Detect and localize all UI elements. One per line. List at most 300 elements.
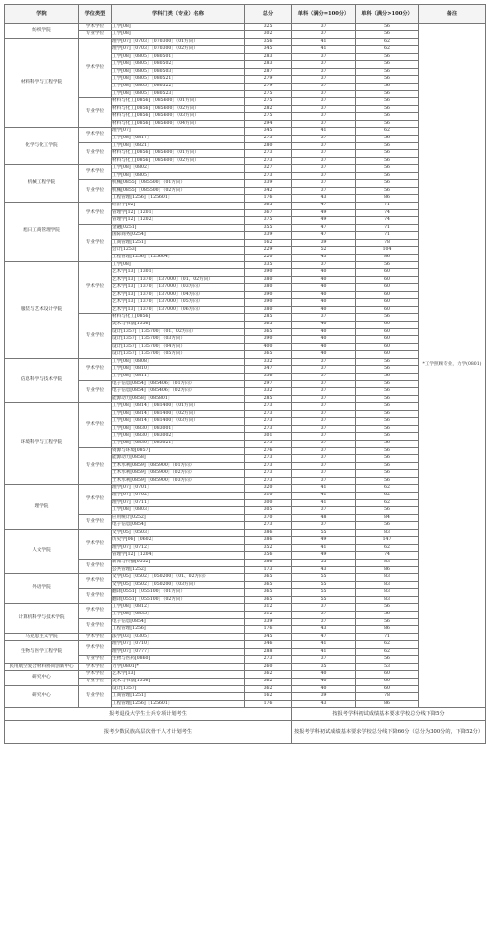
table-row xyxy=(5,529,486,536)
single-subject-score-large: 56 xyxy=(356,388,419,395)
single-subject-score: 55 xyxy=(292,581,356,588)
single-subject-score-large: 83 xyxy=(356,581,419,588)
single-subject-score: 39 xyxy=(292,239,356,246)
single-subject-score: 40 xyxy=(292,671,356,678)
total-score: 386 xyxy=(245,529,292,536)
subject-name: 美术与书法[1356] xyxy=(112,678,245,685)
school-name: 生物与医学工程学院 xyxy=(5,641,79,663)
total-score: 279 xyxy=(245,76,292,83)
subject-name: 材料与化工[0856]［085600］（04方向） xyxy=(112,120,245,127)
total-score: 390 xyxy=(245,269,292,276)
single-subject-score-large: 56 xyxy=(356,470,419,477)
degree-type: 学术学位 xyxy=(79,202,112,224)
table-row xyxy=(5,128,486,135)
total-score: 356 xyxy=(245,38,292,45)
subject-name: 工程管理[1256]［125601］ xyxy=(112,195,245,202)
subject-name: 工学[08]［0805］ xyxy=(112,172,245,179)
single-subject-score-large: 56 xyxy=(356,373,419,380)
subject-name: 能源动力[0858] xyxy=(112,455,245,462)
header-subject: 学科门类（专业）名称 xyxy=(112,5,245,24)
total-score: 362 xyxy=(245,685,292,692)
degree-type: 学术学位 xyxy=(79,671,112,678)
single-subject-score: 43 xyxy=(292,254,356,261)
school-name: 研究中心 xyxy=(5,685,79,707)
degree-type: 学术学位 xyxy=(79,262,112,314)
single-subject-score-large: 62 xyxy=(356,648,419,655)
subject-name: 工学[08] xyxy=(112,31,245,38)
single-subject-score-large: 60 xyxy=(356,269,419,276)
subject-name: 土木水利[0859]［085900］（01方向） xyxy=(112,462,245,469)
total-score: 273 xyxy=(245,440,292,447)
single-subject-score-large: 56 xyxy=(356,418,419,425)
single-subject-score: 37 xyxy=(292,611,356,618)
single-subject-score-large: 60 xyxy=(356,284,419,291)
single-subject-score: 41 xyxy=(292,485,356,492)
single-subject-score: 40 xyxy=(292,276,356,283)
total-score: 294 xyxy=(245,120,292,127)
single-subject-score: 37 xyxy=(292,462,356,469)
single-subject-score: 41 xyxy=(292,641,356,648)
table-row xyxy=(5,663,486,670)
subject-name: 力学[0801]* xyxy=(112,663,245,670)
subject-name: 工学[08]［0830］［083002］ xyxy=(112,433,245,440)
single-subject-score-large: 56 xyxy=(356,172,419,179)
table-row xyxy=(5,38,486,45)
single-subject-score-large: 56 xyxy=(356,262,419,269)
single-subject-score: 37 xyxy=(292,507,356,514)
single-subject-score-large: 56 xyxy=(356,656,419,663)
total-score: 365 xyxy=(245,596,292,603)
single-subject-score-large: 71 xyxy=(356,232,419,239)
single-subject-score-large: 62 xyxy=(356,485,419,492)
single-subject-score: 37 xyxy=(292,76,356,83)
single-subject-score: 49 xyxy=(292,552,356,559)
degree-type: 学术学位 xyxy=(79,485,112,515)
single-subject-score-large: 62 xyxy=(356,500,419,507)
subject-name: 材料与化工[0856]［085600］（03方向） xyxy=(112,113,245,120)
single-subject-score-large: 83 xyxy=(356,596,419,603)
table-row xyxy=(5,165,486,172)
single-subject-score: 37 xyxy=(292,388,356,395)
degree-type: 专业学位 xyxy=(79,143,112,165)
total-score: 305 xyxy=(245,507,292,514)
subject-name: 理学[07]［0777］ xyxy=(112,648,245,655)
single-subject-score: 41 xyxy=(292,544,356,551)
single-subject-score: 37 xyxy=(292,143,356,150)
degree-type: 专业学位 xyxy=(79,314,112,359)
subject-name: 工学[08]［0805］［080523］ xyxy=(112,90,245,97)
subject-name: 理学[07]［0711］ xyxy=(112,500,245,507)
single-subject-score: 37 xyxy=(292,447,356,454)
total-score: 273 xyxy=(245,470,292,477)
single-subject-score: 49 xyxy=(292,217,356,224)
school-name: 信息科学与技术学院 xyxy=(5,358,79,403)
single-subject-score: 37 xyxy=(292,366,356,373)
subject-name: 材料与化工[0856]［085600］（02方向） xyxy=(112,105,245,112)
single-subject-score-large: 56 xyxy=(356,150,419,157)
table-row xyxy=(5,604,486,611)
subject-name: 艺术学[13]［1370］［137000］（04方向） xyxy=(112,291,245,298)
header-remarks: 备注 xyxy=(419,5,486,24)
single-subject-score-large: 56 xyxy=(356,462,419,469)
single-subject-score: 49 xyxy=(292,209,356,216)
subject-name: 美术与书法[1356] xyxy=(112,321,245,328)
subject-name: 工学[08]［0811］ xyxy=(112,373,245,380)
single-subject-score-large: 56 xyxy=(356,105,419,112)
single-subject-score-large: 56 xyxy=(356,507,419,514)
single-subject-score: 47 xyxy=(292,633,356,640)
single-subject-score: 40 xyxy=(292,343,356,350)
single-subject-score: 48 xyxy=(292,514,356,521)
school-name: 材料科学与工程学院 xyxy=(5,38,79,127)
total-score: 229 xyxy=(245,247,292,254)
total-score: 273 xyxy=(245,455,292,462)
total-score: 273 xyxy=(245,425,292,432)
single-subject-score-large: 56 xyxy=(356,381,419,388)
table-row xyxy=(5,262,486,269)
single-subject-score-large: 56 xyxy=(356,425,419,432)
header-school: 学院 xyxy=(5,5,79,24)
single-subject-score-large: 53 xyxy=(356,663,419,670)
total-score: 347 xyxy=(245,366,292,373)
single-subject-score-large: 56 xyxy=(356,477,419,484)
single-subject-score-large: 78 xyxy=(356,693,419,700)
single-subject-score-large: 56 xyxy=(356,395,419,402)
subject-name: 机械[0855]［085500］（02方向） xyxy=(112,187,245,194)
single-subject-score: 37 xyxy=(292,150,356,157)
single-subject-score-large: 71 xyxy=(356,224,419,231)
total-score: 285 xyxy=(245,395,292,402)
single-subject-score: 37 xyxy=(292,68,356,75)
total-score: 162 xyxy=(245,239,292,246)
single-subject-score: 40 xyxy=(292,269,356,276)
single-subject-score: 55 xyxy=(292,529,356,536)
single-subject-score-large: 56 xyxy=(356,90,419,97)
footer-row xyxy=(5,708,486,721)
single-subject-score: 37 xyxy=(292,120,356,127)
total-score: 365 xyxy=(245,321,292,328)
single-subject-score-large: 56 xyxy=(356,619,419,626)
total-score: 345 xyxy=(245,128,292,135)
subject-name: 资源与环境[0857] xyxy=(112,447,245,454)
degree-type: 学术学位 xyxy=(79,358,112,380)
degree-type: 学术学位 xyxy=(79,165,112,180)
subject-name: 工学[08]［0830］［083001］ xyxy=(112,425,245,432)
subject-name: 翻译[0551]［055100］（02方向） xyxy=(112,596,245,603)
single-subject-score: 43 xyxy=(292,700,356,707)
single-subject-score: 37 xyxy=(292,61,356,68)
total-score: 173 xyxy=(245,566,292,573)
single-subject-score: 43 xyxy=(292,566,356,573)
single-subject-score-large: 60 xyxy=(356,306,419,313)
single-subject-score-large: 62 xyxy=(356,544,419,551)
single-subject-score-large: 60 xyxy=(356,671,419,678)
subject-name: 艺术学[13]［1370］［137000］（01、02方向） xyxy=(112,276,245,283)
total-score: 339 xyxy=(245,180,292,187)
subject-name: 国际商务[0254] xyxy=(112,232,245,239)
degree-type: 专业学位 xyxy=(79,224,112,261)
single-subject-score: 55 xyxy=(292,574,356,581)
total-score: 162 xyxy=(245,693,292,700)
single-subject-score-large: 60 xyxy=(356,321,419,328)
subject-name: 艺术学[13]［1370］［137000］（03方向） xyxy=(112,284,245,291)
subject-name: 工学[08]［0814］［081400］（02方向） xyxy=(112,410,245,417)
subject-name: 电子信息[0854]［085406］（02方向） xyxy=(112,388,245,395)
school-name: 外语学院 xyxy=(5,574,79,604)
subject-name: 艺术学[13]［1370］［137000］（05方向） xyxy=(112,299,245,306)
subject-name: 历史学[06]［0602］ xyxy=(112,537,245,544)
degree-type: 学术学位 xyxy=(79,633,112,640)
subject-name: 工学[08]［0805］［080501］ xyxy=(112,53,245,60)
table-body xyxy=(5,24,486,744)
single-subject-score-large: 60 xyxy=(356,685,419,692)
single-subject-score-large: 56 xyxy=(356,447,419,454)
total-score: 390 xyxy=(245,291,292,298)
subject-name: 理学[07]［0702］ xyxy=(112,492,245,499)
single-subject-score: 37 xyxy=(292,619,356,626)
single-subject-score-large: 84 xyxy=(356,514,419,521)
single-subject-score: 43 xyxy=(292,626,356,633)
degree-type: 专业学位 xyxy=(79,656,112,663)
degree-type: 专业学位 xyxy=(79,589,112,604)
table-row xyxy=(5,641,486,648)
total-score: 332 xyxy=(245,388,292,395)
total-score: 297 xyxy=(245,381,292,388)
total-score: 176 xyxy=(245,195,292,202)
degree-type: 专业学位 xyxy=(79,447,112,484)
subject-name: 翻译[0551]［055100］（01方向） xyxy=(112,589,245,596)
total-score: 345 xyxy=(245,633,292,640)
school-name: 马克思主义学院 xyxy=(5,633,79,640)
single-subject-score-large: 56 xyxy=(356,180,419,187)
subject-name: 管理学[12]［1201］ xyxy=(112,209,245,216)
degree-type: 学术学位 xyxy=(79,38,112,98)
header-single-over100: 单科（满分>100分） xyxy=(356,5,419,24)
table-row xyxy=(5,671,486,678)
subject-name: 土木水利[0859]［085900］（02方向） xyxy=(112,470,245,477)
total-score: 310 xyxy=(245,492,292,499)
single-subject-score: 37 xyxy=(292,433,356,440)
single-subject-score-large: 60 xyxy=(356,328,419,335)
total-score: 273 xyxy=(245,150,292,157)
single-subject-score: 40 xyxy=(292,321,356,328)
total-score: 282 xyxy=(245,105,292,112)
single-subject-score-large: 74 xyxy=(356,217,419,224)
single-subject-score-large: 56 xyxy=(356,68,419,75)
subject-name: 理学[07]［0701］ xyxy=(112,485,245,492)
subject-name: 理学[07]［0703］［070300］（02方向） xyxy=(112,46,245,53)
header-single-100: 单科（满分=100分） xyxy=(292,5,356,24)
single-subject-score: 37 xyxy=(292,656,356,663)
single-subject-score-large: 62 xyxy=(356,128,419,135)
total-score: 273 xyxy=(245,477,292,484)
degree-type: 学术学位 xyxy=(79,128,112,143)
subject-name: 设计[1357]［135700］（01、02方向） xyxy=(112,328,245,335)
single-subject-score-large: 56 xyxy=(356,410,419,417)
single-subject-score-large: 56 xyxy=(356,113,419,120)
single-subject-score: 37 xyxy=(292,83,356,90)
subject-name: 艺术学[13] xyxy=(112,671,245,678)
total-score: 380 xyxy=(245,306,292,313)
total-score: 260 xyxy=(245,663,292,670)
total-score: 273 xyxy=(245,522,292,529)
total-score: 370 xyxy=(245,514,292,521)
single-subject-score-large: 86 xyxy=(356,700,419,707)
total-score: 346 xyxy=(245,641,292,648)
subject-name: 理学[07]［0703］［070300］（01方向） xyxy=(112,38,245,45)
total-score: 301 xyxy=(245,433,292,440)
total-score: 275 xyxy=(245,113,292,120)
single-subject-score: 40 xyxy=(292,306,356,313)
total-score: 275 xyxy=(245,90,292,97)
single-subject-score: 37 xyxy=(292,395,356,402)
degree-type: 专业学位 xyxy=(79,514,112,529)
single-subject-score-large: 60 xyxy=(356,678,419,685)
single-subject-score-large: 56 xyxy=(356,440,419,447)
total-score: 273 xyxy=(245,410,292,417)
single-subject-score: 40 xyxy=(292,299,356,306)
degree-type: 学术学位 xyxy=(79,574,112,589)
single-subject-score-large: 78 xyxy=(356,239,419,246)
single-subject-score: 37 xyxy=(292,165,356,172)
total-score: 386 xyxy=(245,559,292,566)
subject-name: 工学[08]［0805］［080521］ xyxy=(112,76,245,83)
subject-name: 工学[08]［0803］ xyxy=(112,507,245,514)
single-subject-score: 37 xyxy=(292,477,356,484)
single-subject-score-large: 71 xyxy=(356,633,419,640)
school-name: 民用航空复合材料协同创新中心 xyxy=(5,663,79,670)
single-subject-score: 39 xyxy=(292,693,356,700)
subject-name: 工学[08]［0814］［081400］（01方向） xyxy=(112,403,245,410)
total-score: 342 xyxy=(245,187,292,194)
admission-score-table xyxy=(4,4,486,744)
total-score: 345 xyxy=(245,46,292,53)
total-score: 352 xyxy=(245,544,292,551)
single-subject-score-large: 86 xyxy=(356,195,419,202)
single-subject-score-large: 56 xyxy=(356,403,419,410)
subject-name: 理学[07]［0710］ xyxy=(112,641,245,648)
single-subject-score-large: 56 xyxy=(356,61,419,68)
single-subject-score-large: 56 xyxy=(356,187,419,194)
single-subject-score: 37 xyxy=(292,53,356,60)
total-score: 279 xyxy=(245,83,292,90)
total-score: 365 xyxy=(245,328,292,335)
single-subject-score: 37 xyxy=(292,410,356,417)
single-subject-score-large: 60 xyxy=(356,291,419,298)
table-row xyxy=(5,358,486,365)
header-total: 总分 xyxy=(245,5,292,24)
single-subject-score: 49 xyxy=(292,537,356,544)
subject-name: 工学[08] xyxy=(112,24,245,31)
total-score: 220 xyxy=(245,254,292,261)
subject-name: 生物与医药[0860] xyxy=(112,656,245,663)
subject-name: 法学[03]［0305］ xyxy=(112,633,245,640)
total-score: 356 xyxy=(245,552,292,559)
single-subject-score-large: 62 xyxy=(356,492,419,499)
single-subject-score-large: 83 xyxy=(356,574,419,581)
subject-name: 工商管理[1251] xyxy=(112,239,245,246)
total-score: 273 xyxy=(245,656,292,663)
subject-name: 管理学[12]［1204］ xyxy=(112,552,245,559)
single-subject-score: 35 xyxy=(292,663,356,670)
school-name: 纺织学院 xyxy=(5,24,79,39)
single-subject-score: 37 xyxy=(292,373,356,380)
total-score: 176 xyxy=(245,700,292,707)
degree-type: 专业学位 xyxy=(79,678,112,685)
total-score: 367 xyxy=(245,209,292,216)
subject-name: 会计[1253] xyxy=(112,247,245,254)
single-subject-score: 55 xyxy=(292,559,356,566)
single-subject-score: 37 xyxy=(292,470,356,477)
table-row xyxy=(5,24,486,31)
single-subject-score-large: 56 xyxy=(356,604,419,611)
total-score: 302 xyxy=(245,31,292,38)
single-subject-score: 37 xyxy=(292,425,356,432)
single-subject-score: 40 xyxy=(292,291,356,298)
single-subject-score-large: 86 xyxy=(356,254,419,261)
subject-name: 工程管理[1256] xyxy=(112,626,245,633)
subject-name: 电子信息[0854]［085406］（01方向） xyxy=(112,381,245,388)
subject-name: 设计[1357]［135700］（03方向） xyxy=(112,336,245,343)
degree-type: 专业学位 xyxy=(79,685,112,707)
total-score: 327 xyxy=(245,165,292,172)
single-subject-score-large: 86 xyxy=(356,626,419,633)
single-subject-score-large: 86 xyxy=(356,566,419,573)
subject-name: 工学[08] xyxy=(112,262,245,269)
total-score: 400 xyxy=(245,343,292,350)
single-subject-score-large: 56 xyxy=(356,83,419,90)
footer-category: 报考少数民族高层次骨干人才计划考生 xyxy=(5,721,292,744)
total-score: 390 xyxy=(245,336,292,343)
single-subject-score: 37 xyxy=(292,157,356,164)
subject-name: 工学[08]［0812］ xyxy=(112,604,245,611)
school-name: 环境科学与工程学院 xyxy=(5,403,79,485)
single-subject-score-large: 56 xyxy=(356,611,419,618)
total-score: 273 xyxy=(245,172,292,179)
single-subject-score-large: 56 xyxy=(356,98,419,105)
single-subject-score: 41 xyxy=(292,46,356,53)
total-score: 325 xyxy=(245,24,292,31)
school-name: 人文学院 xyxy=(5,529,79,574)
footer-row xyxy=(5,721,486,744)
subject-name: 工学[08]［0814］［081400］（03方向） xyxy=(112,418,245,425)
single-subject-score-large: 56 xyxy=(356,157,419,164)
degree-type: 专业学位 xyxy=(79,559,112,574)
subject-name: 工学[08]［0817］ xyxy=(112,135,245,142)
single-subject-score: 37 xyxy=(292,403,356,410)
single-subject-score: 40 xyxy=(292,685,356,692)
total-score: 273 xyxy=(245,135,292,142)
single-subject-score: 41 xyxy=(292,38,356,45)
table-row xyxy=(5,485,486,492)
subject-name: 理学[07]［0712］ xyxy=(112,544,245,551)
subject-name: 电子信息[0854] xyxy=(112,619,245,626)
single-subject-score: 47 xyxy=(292,202,356,209)
single-subject-score-large: 56 xyxy=(356,366,419,373)
single-subject-score: 40 xyxy=(292,328,356,335)
degree-type: 专业学位 xyxy=(79,31,112,38)
single-subject-score: 37 xyxy=(292,440,356,447)
single-subject-score-large: 60 xyxy=(356,336,419,343)
subject-name: 工程管理[1256]［125604］ xyxy=(112,254,245,261)
subject-name: 艺术学[13]［1370］［137000］（06方向） xyxy=(112,306,245,313)
single-subject-score-large: 62 xyxy=(356,38,419,45)
school-name: 计算机科学与技术学院 xyxy=(5,604,79,634)
subject-name: 金融[0251] xyxy=(112,224,245,231)
remarks-cell: *工学照顾专业，力学(0801) xyxy=(419,24,486,708)
single-subject-score: 37 xyxy=(292,522,356,529)
school-name: 旭日工商管理学院 xyxy=(5,202,79,262)
